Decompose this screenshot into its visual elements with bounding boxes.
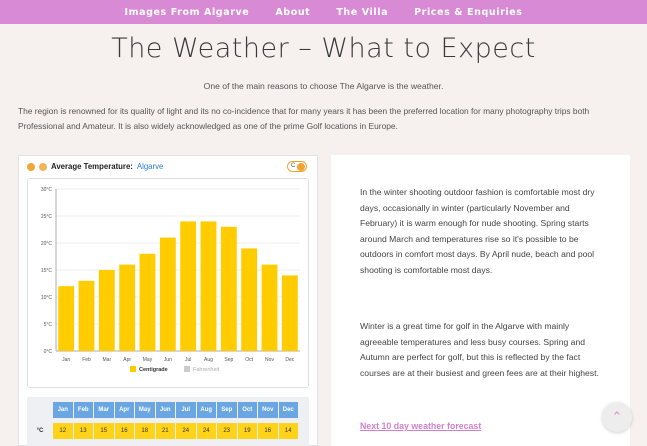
legend-label: Fahrenheit — [193, 367, 220, 373]
table-value-cell: 14 — [279, 423, 299, 439]
x-tick-label: Jun — [163, 357, 172, 363]
info-panel — [331, 155, 630, 446]
table-value-cell: 16 — [258, 423, 278, 439]
table-value-cell: 24 — [197, 423, 217, 439]
table-month-header: Jan — [53, 402, 73, 418]
sun-icon — [27, 163, 35, 171]
bar — [262, 265, 278, 351]
widget-header — [27, 162, 163, 171]
main-nav — [0, 0, 647, 24]
x-tick-label: Jul — [184, 357, 192, 363]
table-month-header: Nov — [258, 402, 278, 418]
intro-text: One of the main reasons to choose The Algarve is the weather. — [203, 81, 444, 91]
y-tick-label: 15°C — [40, 268, 52, 274]
bar — [241, 248, 257, 351]
x-tick-label: Sep — [224, 357, 234, 363]
x-tick-label: Dec — [285, 357, 295, 363]
table-value-cell: 13 — [74, 423, 94, 439]
table-month-header: Feb — [74, 402, 94, 418]
bar — [180, 221, 196, 351]
nav-images-from-algarve[interactable]: Images From Algarve — [124, 6, 250, 18]
table-month-header: Apr — [115, 402, 135, 418]
table-month-header: May — [135, 402, 155, 418]
table-row-label: °C — [36, 428, 44, 434]
table-header-row — [27, 402, 309, 418]
temperature-chart-svg — [28, 179, 310, 389]
bar — [201, 221, 217, 351]
x-tick-label: Oct — [245, 357, 254, 363]
forecast-link[interactable]: Next 10 day weather forecast — [360, 421, 482, 431]
temperature-table — [27, 397, 309, 446]
y-tick-label: 20°C — [40, 241, 52, 247]
table-month-header: Dec — [279, 402, 299, 418]
nav-prices-enquiries[interactable]: Prices & Enquiries — [414, 6, 523, 18]
nav-the-villa[interactable]: The Villa — [336, 6, 389, 18]
table-month-header: Oct — [238, 402, 258, 418]
table-value-cell: 21 — [156, 423, 176, 439]
unit-toggle[interactable] — [287, 161, 307, 172]
bar — [221, 227, 237, 351]
table-row-celsius — [27, 423, 309, 439]
bar — [119, 265, 135, 351]
sun-icon-secondary — [39, 163, 47, 171]
scroll-top-button[interactable] — [602, 402, 632, 432]
temperature-widget — [18, 155, 318, 446]
y-tick-label: 25°C — [40, 214, 52, 220]
widget-heading: Average Temperature: — [51, 162, 133, 171]
legend-swatch — [184, 366, 190, 372]
legend-swatch — [130, 366, 136, 372]
winter-shooting-text: In the winter shooting outdoor fashion is comfortable most dry days, occasionally in winter (particularly November and February) it is warm enough for nude shooting. Spring starts around March and temperatures rise so it's possible to be outdoors in comfort most days. By April nude, beach and pool shooting is comfortable most days. — [360, 187, 595, 275]
y-tick-label: 10°C — [40, 295, 52, 301]
table-corner — [27, 402, 53, 418]
x-tick-label: Aug — [204, 357, 213, 363]
bar — [79, 281, 95, 351]
widget-location-link[interactable]: Algarve — [136, 162, 164, 171]
bar — [58, 286, 74, 351]
table-month-header: Aug — [197, 402, 217, 418]
legend-label: Centigrade — [139, 367, 168, 373]
x-tick-label: Feb — [82, 357, 91, 363]
table-month-header: Jul — [176, 402, 196, 418]
y-tick-label: 30°C — [40, 187, 52, 193]
temperature-chart — [27, 178, 309, 388]
page-title: The Weather – What to Expect — [111, 33, 536, 64]
y-tick-label: 0°C — [43, 349, 52, 355]
table-month-header: Mar — [94, 402, 114, 418]
table-value-cell: 16 — [115, 423, 135, 439]
table-month-header: Sep — [217, 402, 237, 418]
bar — [282, 275, 298, 351]
x-tick-label: Nov — [265, 357, 274, 363]
x-tick-label: May — [142, 357, 153, 363]
table-month-header: Jun — [156, 402, 176, 418]
x-tick-label: Apr — [123, 357, 132, 363]
table-value-cell: 19 — [238, 423, 258, 439]
y-tick-label: 5°C — [43, 322, 52, 328]
bar — [99, 270, 115, 351]
toggle-knob — [297, 163, 305, 171]
table-value-cell: 23 — [217, 423, 237, 439]
bar — [160, 238, 176, 351]
x-tick-label: Jan — [62, 357, 71, 363]
x-tick-label: Mar — [102, 357, 112, 363]
chevron-up-icon: ⌃ — [611, 409, 623, 424]
table-value-cell: 24 — [176, 423, 196, 439]
nav-about[interactable]: About — [275, 6, 311, 18]
region-paragraph: The region is renowned for its quality of light and its no co-incidence that for many years it has been the preferred location for many photography trips both Professional and Amateur. It is also widely acknowledged as one of the prime Golf locations in Europe. — [18, 106, 590, 131]
golf-text: Winter is a great time for golf in the Algarve with mainly agreeable temperatures and less busy courses. Spring and Autumn are perfect for golf, but this is reflected by the fact courses are at their busiest and green fees are at their highest. — [360, 321, 599, 378]
table-value-cell: 18 — [135, 423, 155, 439]
bar — [140, 254, 156, 351]
table-value-cell: 15 — [94, 423, 114, 439]
table-value-cell: 12 — [53, 423, 73, 439]
unit-toggle-label: C — [291, 163, 296, 169]
